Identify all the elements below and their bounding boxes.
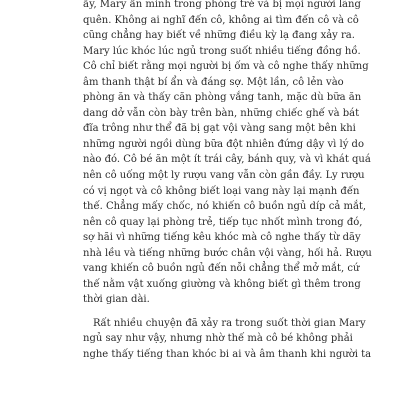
text-line: Rất nhiều chuyện đã xảy ra trong suốt thời gian Mary — [93, 317, 366, 329]
text-line: Mary lúc khóc lúc ngủ trong suốt nhiều tiếng đồng hồ. — [83, 45, 361, 57]
text-line: vang khiến cô buồn ngủ đến nỗi chẳng thể mở mắt, cứ — [83, 263, 360, 275]
text-line: dang dở vẫn còn bày trên bàn, những chiếc ghế và bát — [83, 107, 360, 119]
text-line: thời gian dài. — [83, 294, 150, 306]
text-line: thế nằm vật xuống giường và không biết gì thêm trong — [83, 278, 361, 290]
text-line: thế. Chẳng mấy chốc, nó khiến cô buồn ngủ díp cả mắt, — [83, 201, 367, 213]
text-line: nên cô quay lại phòng trẻ, tiếp tục nhốt mình trong đó, — [83, 216, 363, 228]
text-line: cũng chẳng hay biết về những điều kỳ lạ đang xảy ra. — [83, 30, 355, 42]
body-text — [83, 0, 372, 363]
text-line: âm thanh thật bí ẩn và đáng sợ. Một lần, cô lẻn vào — [83, 76, 344, 88]
text-line: phòng ăn và thấy căn phòng vắng tanh, mặc dù bữa ăn — [83, 92, 362, 104]
text-line: đĩa trông như thể đã bị gạt vội vàng sang một bên khi — [83, 123, 356, 135]
paragraph-gap — [83, 308, 316, 316]
text-line: có vị ngọt và cô không biết loại vang này lại mạnh đến — [83, 185, 360, 197]
text-line: nào đó. Cô bé ăn một ít trái cây, bánh quy, và vì khát quá — [83, 154, 371, 166]
text-line: ngủ say như vậy, nhưng nhờ thế mà cô bé không phải — [83, 333, 353, 345]
text-line: ấy, Mary ẩn mình trong phòng trẻ và bị mọi người lãng — [83, 0, 361, 10]
text-line: Cô chỉ biết rằng mọi người bị ốm và cô nghe thấy những — [83, 61, 369, 73]
paragraph-2 — [83, 316, 372, 363]
text-line: nên cô uống một ly rượu vang vẫn còn gần đầy. Ly rượu — [83, 170, 365, 182]
text-line: những người ngồi dùng bữa đột nhiên đứng dậy vì lý do — [83, 138, 364, 150]
text-line: quên. Không ai nghĩ đến cô, không ai tìm đến cô và cô — [83, 14, 359, 26]
paragraph-1 — [83, 0, 372, 308]
text-line: sợ hãi vì những tiếng kêu khóc mà cô nghe thấy từ dãy — [83, 232, 361, 244]
text-line: nghe thấy tiếng than khóc bi ai và âm thanh khi người ta — [83, 349, 372, 361]
text-line: nhà lều và tiếng những bước chân vội vàng, hối hả. Rượu — [83, 247, 372, 259]
